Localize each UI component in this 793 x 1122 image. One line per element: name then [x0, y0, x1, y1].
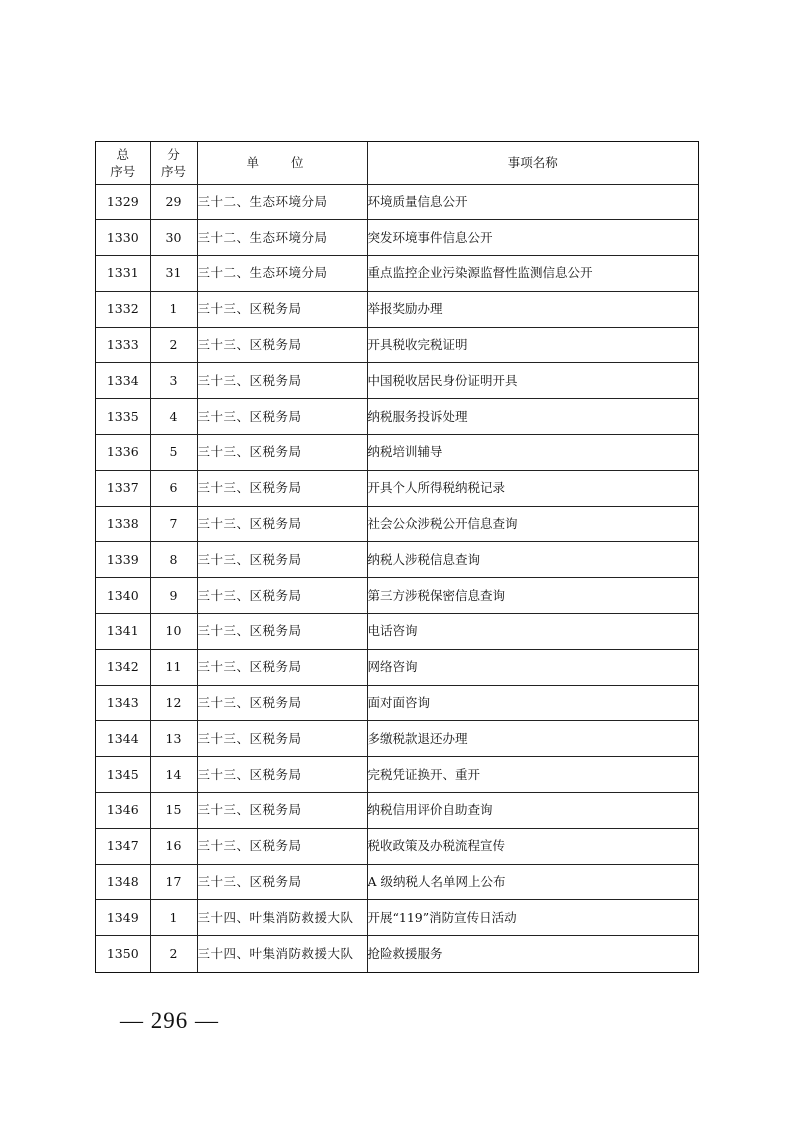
- table-body: [96, 184, 698, 972]
- table-row: [96, 256, 698, 292]
- cell-total-number: 1348: [96, 864, 150, 900]
- table-row: [96, 614, 698, 650]
- cell-total-number: 1345: [96, 757, 150, 793]
- cell-sub-number: 14: [150, 757, 197, 793]
- table-row: [96, 327, 698, 363]
- cell-sub-number: 10: [150, 614, 197, 650]
- cell-sub-number: 16: [150, 828, 197, 864]
- table-row: [96, 578, 698, 614]
- table-row: [96, 793, 698, 829]
- cell-sub-number: 7: [150, 506, 197, 542]
- cell-sub-number: 4: [150, 399, 197, 435]
- cell-item-name: 网络咨询: [367, 649, 698, 685]
- table-row: [96, 757, 698, 793]
- cell-unit: 三十三、区税务局: [197, 757, 367, 793]
- cell-unit: 三十二、生态环境分局: [197, 220, 367, 256]
- cell-unit: 三十三、区税务局: [197, 363, 367, 399]
- service-items-table-frame: [95, 141, 699, 973]
- cell-item-name: 纳税服务投诉处理: [367, 399, 698, 435]
- table-row: [96, 828, 698, 864]
- cell-total-number: 1334: [96, 363, 150, 399]
- cell-total-number: 1330: [96, 220, 150, 256]
- cell-item-name: 社会公众涉税公开信息查询: [367, 506, 698, 542]
- cell-item-name: 多缴税款退还办理: [367, 721, 698, 757]
- cell-sub-number: 5: [150, 435, 197, 471]
- table-row: [96, 900, 698, 936]
- cell-sub-number: 13: [150, 721, 197, 757]
- cell-item-name: 开具税收完税证明: [367, 327, 698, 363]
- table-row: [96, 649, 698, 685]
- cell-sub-number: 1: [150, 291, 197, 327]
- cell-sub-number: 1: [150, 900, 197, 936]
- cell-item-name: 税收政策及办税流程宣传: [367, 828, 698, 864]
- cell-total-number: 1349: [96, 900, 150, 936]
- cell-unit: 三十二、生态环境分局: [197, 184, 367, 220]
- cell-unit: 三十三、区税务局: [197, 470, 367, 506]
- cell-unit: 三十三、区税务局: [197, 506, 367, 542]
- cell-unit: 三十二、生态环境分局: [197, 256, 367, 292]
- table-row: [96, 470, 698, 506]
- table-row: [96, 184, 698, 220]
- cell-total-number: 1347: [96, 828, 150, 864]
- cell-sub-number: 3: [150, 363, 197, 399]
- cell-sub-number: 6: [150, 470, 197, 506]
- cell-unit: 三十三、区税务局: [197, 614, 367, 650]
- cell-item-name: 纳税人涉税信息查询: [367, 542, 698, 578]
- cell-total-number: 1332: [96, 291, 150, 327]
- cell-total-number: 1339: [96, 542, 150, 578]
- cell-sub-number: 9: [150, 578, 197, 614]
- cell-sub-number: 31: [150, 256, 197, 292]
- cell-total-number: 1344: [96, 721, 150, 757]
- cell-unit: 三十三、区税务局: [197, 578, 367, 614]
- cell-sub-number: 15: [150, 793, 197, 829]
- cell-unit: 三十四、叶集消防救援大队: [197, 900, 367, 936]
- cell-unit: 三十三、区税务局: [197, 828, 367, 864]
- cell-unit: 三十三、区税务局: [197, 864, 367, 900]
- cell-unit: 三十三、区税务局: [197, 685, 367, 721]
- cell-total-number: 1340: [96, 578, 150, 614]
- header-total-number-top: 总: [116, 146, 129, 162]
- cell-unit: 三十三、区税务局: [197, 435, 367, 471]
- cell-item-name: 完税凭证换开、重开: [367, 757, 698, 793]
- cell-unit: 三十三、区税务局: [197, 327, 367, 363]
- table-row: [96, 506, 698, 542]
- cell-total-number: 1338: [96, 506, 150, 542]
- cell-sub-number: 2: [150, 327, 197, 363]
- cell-item-name: 开具个人所得税纳税记录: [367, 470, 698, 506]
- cell-sub-number: 8: [150, 542, 197, 578]
- header-total-number-bottom: 序号: [110, 163, 136, 179]
- cell-total-number: 1329: [96, 184, 150, 220]
- cell-unit: 三十三、区税务局: [197, 793, 367, 829]
- header-item-name: 事项名称: [367, 142, 698, 184]
- cell-total-number: 1331: [96, 256, 150, 292]
- cell-unit: 三十三、区税务局: [197, 721, 367, 757]
- table-row: [96, 721, 698, 757]
- cell-unit: 三十四、叶集消防救援大队: [197, 936, 367, 972]
- cell-sub-number: 11: [150, 649, 197, 685]
- cell-total-number: 1333: [96, 327, 150, 363]
- header-sub-number-top: 分: [167, 146, 180, 162]
- cell-total-number: 1341: [96, 614, 150, 650]
- cell-total-number: 1350: [96, 936, 150, 972]
- table-row: [96, 685, 698, 721]
- table-row: [96, 864, 698, 900]
- header-total-number: [96, 142, 150, 184]
- cell-sub-number: 29: [150, 184, 197, 220]
- header-sub-number: [150, 142, 197, 184]
- cell-item-name: 抢险救援服务: [367, 936, 698, 972]
- cell-total-number: 1335: [96, 399, 150, 435]
- service-items-table: [96, 142, 698, 972]
- table-header-row: [96, 142, 698, 184]
- table-row: [96, 363, 698, 399]
- table-row: [96, 542, 698, 578]
- header-sub-number-bottom: 序号: [160, 163, 186, 179]
- cell-sub-number: 17: [150, 864, 197, 900]
- cell-item-name: A 级纳税人名单网上公布: [367, 864, 698, 900]
- cell-item-name: 第三方涉税保密信息查询: [367, 578, 698, 614]
- cell-item-name: 面对面咨询: [367, 685, 698, 721]
- cell-item-name: 中国税收居民身份证明开具: [367, 363, 698, 399]
- cell-item-name: 突发环境事件信息公开: [367, 220, 698, 256]
- cell-unit: 三十三、区税务局: [197, 649, 367, 685]
- cell-total-number: 1342: [96, 649, 150, 685]
- cell-unit: 三十三、区税务局: [197, 291, 367, 327]
- cell-item-name: 电话咨询: [367, 614, 698, 650]
- table-row: [96, 220, 698, 256]
- cell-total-number: 1343: [96, 685, 150, 721]
- table-row: [96, 936, 698, 972]
- cell-unit: 三十三、区税务局: [197, 542, 367, 578]
- cell-total-number: 1336: [96, 435, 150, 471]
- cell-item-name: 开展“119”消防宣传日活动: [367, 900, 698, 936]
- cell-item-name: 纳税培训辅导: [367, 435, 698, 471]
- cell-unit: 三十三、区税务局: [197, 399, 367, 435]
- table-row: [96, 435, 698, 471]
- cell-item-name: 举报奖励办理: [367, 291, 698, 327]
- cell-item-name: 重点监控企业污染源监督性监测信息公开: [367, 256, 698, 292]
- table-row: [96, 399, 698, 435]
- cell-total-number: 1337: [96, 470, 150, 506]
- cell-item-name: 环境质量信息公开: [367, 184, 698, 220]
- cell-sub-number: 30: [150, 220, 197, 256]
- table-row: [96, 291, 698, 327]
- page-number: — 296 —: [120, 1008, 219, 1033]
- header-unit: 单 位: [197, 142, 367, 184]
- cell-sub-number: 12: [150, 685, 197, 721]
- cell-item-name: 纳税信用评价自助查询: [367, 793, 698, 829]
- cell-total-number: 1346: [96, 793, 150, 829]
- cell-sub-number: 2: [150, 936, 197, 972]
